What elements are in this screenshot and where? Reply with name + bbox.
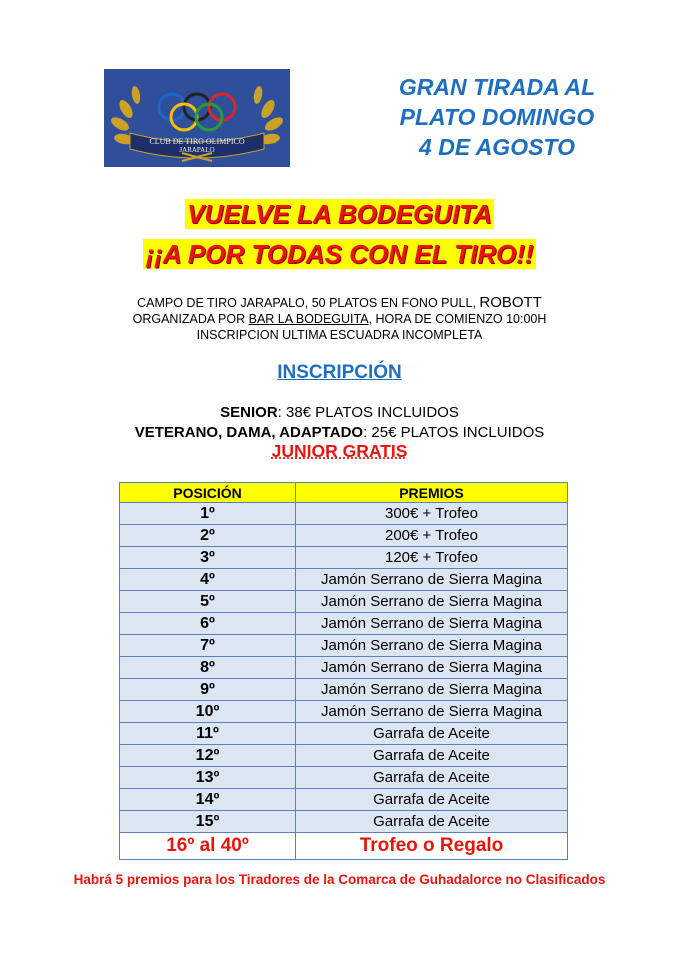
table-row xyxy=(120,723,568,745)
table-row xyxy=(120,767,568,789)
prize-cell: Jamón Serrano de Sierra Magina xyxy=(296,591,568,613)
prize-cell: Jamón Serrano de Sierra Magina xyxy=(296,679,568,701)
info-line2-suffix: , HORA DE COMIENZO 10:00H xyxy=(368,312,547,326)
prize-cell: Jamón Serrano de Sierra Magina xyxy=(296,657,568,679)
position-cell: 4º xyxy=(120,569,296,591)
event-title-line2: PLATO DOMINGO xyxy=(399,104,595,130)
price-senior xyxy=(0,403,679,423)
event-title-line3: 4 DE AGOSTO xyxy=(419,134,575,160)
prize-table-body xyxy=(120,503,568,860)
table-row xyxy=(120,789,568,811)
junior-free xyxy=(0,441,679,462)
club-logo xyxy=(104,69,290,167)
price-veteran xyxy=(0,423,679,443)
event-title xyxy=(352,72,642,162)
price-veteran-value: : 25€ PLATOS INCLUIDOS xyxy=(363,424,545,441)
prize-cell: Garrafa de Aceite xyxy=(296,745,568,767)
prize-cell: 300€ + Trofeo xyxy=(296,503,568,525)
position-cell: 8º xyxy=(120,657,296,679)
position-cell: 2º xyxy=(120,525,296,547)
logo-text-line1: CLUB DE TIRO OLIMPICO xyxy=(149,137,245,146)
inscripcion-heading: INSCRIPCIÓN xyxy=(277,362,402,383)
headline-line1-text: VUELVE LA BODEGUITA xyxy=(187,199,492,229)
info-line1-robot: ROBOTT xyxy=(479,294,542,311)
table-row xyxy=(120,701,568,723)
position-cell: 12º xyxy=(120,745,296,767)
table-row xyxy=(120,833,568,860)
info-line2-prefix: ORGANIZADA POR xyxy=(132,312,246,326)
info-line1-text: CAMPO DE TIRO JARAPALO, 50 PLATOS EN FONO PULL, xyxy=(137,296,476,310)
table-row xyxy=(120,679,568,701)
info-line3: INSCRIPCION ULTIMA ESCUADRA INCOMPLETA xyxy=(196,328,483,342)
column-header-position: POSICIÓN xyxy=(120,483,296,503)
info-line1 xyxy=(0,295,679,311)
price-senior-value: : 38€ PLATOS INCLUIDOS xyxy=(277,404,459,421)
prize-cell: 200€ + Trofeo xyxy=(296,525,568,547)
event-title-line1: GRAN TIRADA AL xyxy=(398,74,596,100)
prize-cell: Jamón Serrano de Sierra Magina xyxy=(296,701,568,723)
info-line2-organizer: BAR LA BODEGUITA xyxy=(248,312,369,326)
position-cell: 3º xyxy=(120,547,296,569)
position-cell: 7º xyxy=(120,635,296,657)
price-senior-label: SENIOR xyxy=(220,404,278,421)
table-row xyxy=(120,635,568,657)
prize-table xyxy=(119,482,568,860)
position-cell: 13º xyxy=(120,767,296,789)
position-cell: 14º xyxy=(120,789,296,811)
event-info xyxy=(0,295,679,343)
table-row xyxy=(120,569,568,591)
headline-line2-text: ¡¡A POR TODAS CON EL TIRO!! xyxy=(145,239,534,269)
prices xyxy=(0,403,679,443)
position-cell: 10º xyxy=(120,701,296,723)
headline-line1 xyxy=(0,198,679,230)
position-cell: 5º xyxy=(120,591,296,613)
position-cell: 6º xyxy=(120,613,296,635)
prize-cell: Garrafa de Aceite xyxy=(296,789,568,811)
table-row xyxy=(120,547,568,569)
logo-text-line2: JARAPALO xyxy=(179,146,215,154)
prize-cell: Trofeo o Regalo xyxy=(296,833,568,860)
footer-note: Habrá 5 premios para los Tiradores de la Comarca de Guhadalorce no Clasificados xyxy=(73,872,606,887)
price-veteran-label: VETERANO, DAMA, ADAPTADO xyxy=(134,424,364,441)
table-row xyxy=(120,613,568,635)
table-row xyxy=(120,811,568,833)
table-row xyxy=(120,591,568,613)
prize-cell: Garrafa de Aceite xyxy=(296,811,568,833)
prize-cell: Jamón Serrano de Sierra Magina xyxy=(296,569,568,591)
column-header-prizes: PREMIOS xyxy=(296,483,568,503)
position-cell: 15º xyxy=(120,811,296,833)
prize-cell: Garrafa de Aceite xyxy=(296,723,568,745)
position-cell: 11º xyxy=(120,723,296,745)
table-header-row xyxy=(120,483,568,503)
position-cell: 16º al 40º xyxy=(120,833,296,860)
position-cell: 1º xyxy=(120,503,296,525)
prize-cell: Jamón Serrano de Sierra Magina xyxy=(296,613,568,635)
prize-cell: 120€ + Trofeo xyxy=(296,547,568,569)
info-line2 xyxy=(0,311,679,327)
junior-free-text: JUNIOR GRATIS xyxy=(271,441,408,461)
table-row xyxy=(120,503,568,525)
prize-cell: Garrafa de Aceite xyxy=(296,767,568,789)
position-cell: 9º xyxy=(120,679,296,701)
table-row xyxy=(120,745,568,767)
prize-cell: Jamón Serrano de Sierra Magina xyxy=(296,635,568,657)
headline-line2 xyxy=(0,238,679,270)
table-row xyxy=(120,525,568,547)
table-row xyxy=(120,657,568,679)
